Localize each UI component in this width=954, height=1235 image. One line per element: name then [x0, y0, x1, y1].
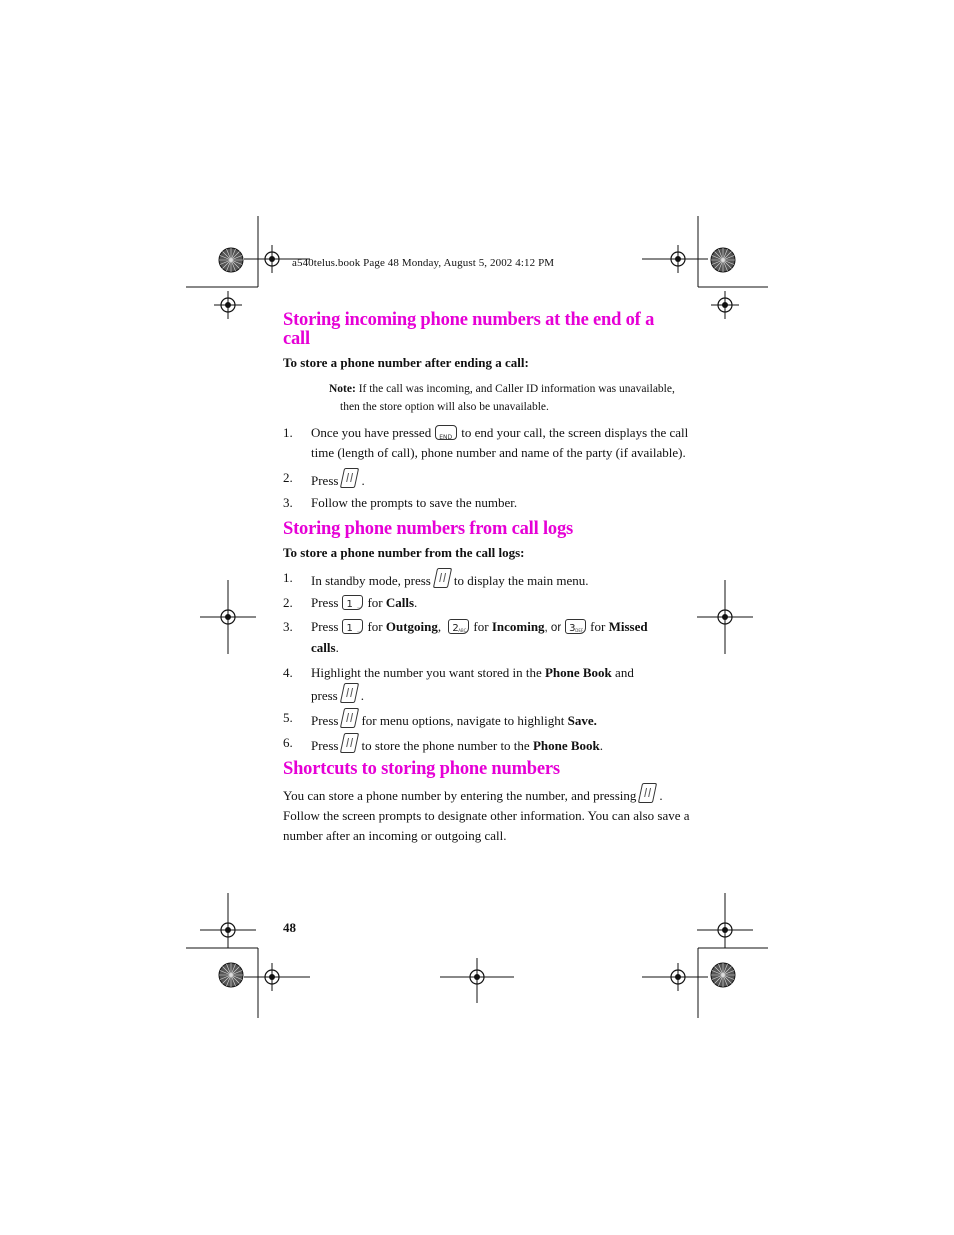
step-number: 3.: [283, 495, 293, 510]
step-text-part: for: [590, 619, 606, 634]
step-text-part: press: [311, 688, 338, 703]
key-sublabel: DEF: [575, 628, 584, 633]
step-text-part: In standby mode, press: [311, 573, 431, 588]
step-bold-term: Outgoing: [385, 619, 438, 634]
step-number: 1.: [283, 425, 293, 440]
starburst-mark: [219, 248, 243, 272]
step-text: [311, 593, 417, 613]
step-bold-term: Missed: [608, 619, 648, 634]
soft-key-icon: [340, 683, 359, 703]
shortcut-paragraph: [283, 783, 690, 846]
starburst-mark: [219, 963, 243, 987]
step-number: 2.: [283, 595, 293, 610]
step-text-part: Once you have pressed: [311, 425, 432, 440]
note-block: [329, 380, 675, 416]
step-text-part: Highlight the number you want stored in the: [311, 665, 542, 680]
key-1-icon: [342, 595, 363, 610]
step-text-part: .: [599, 738, 604, 753]
step-bold-term: Save.: [567, 713, 597, 728]
step-bold-term: Phone Book: [544, 665, 612, 680]
step-text-part: for: [367, 619, 383, 634]
registration-target: [711, 291, 739, 319]
step-text: [311, 733, 603, 756]
step-text-part: to display the main menu.: [453, 573, 589, 588]
step-text: Follow the prompts to save the number.: [311, 495, 518, 510]
end-key-icon: [435, 425, 457, 440]
key-3-icon: [565, 619, 586, 634]
page-number: 48: [283, 920, 296, 935]
step-text: [311, 423, 688, 463]
step-number: 4.: [283, 665, 293, 680]
step-bold-term: calls: [311, 640, 336, 655]
note-text: then the store option will also be unavailable.: [340, 401, 549, 413]
key-sublabel: ABC: [458, 628, 467, 633]
paragraph-text: number after an incoming or outgoing call.: [283, 828, 507, 843]
key-label: 1: [346, 599, 353, 610]
note-label: Note:: [329, 383, 356, 395]
step-text-part: , or: [544, 622, 562, 634]
step-text-part: .: [361, 473, 365, 488]
step-text-part: ,: [437, 619, 442, 634]
paragraph-text: .: [659, 788, 663, 803]
registration-target: [214, 291, 242, 319]
step-number: 5.: [283, 710, 293, 725]
menu-key-icon: [340, 708, 359, 728]
starburst-mark: [711, 963, 735, 987]
step-text: [311, 617, 648, 658]
note-text: If the call was incoming, and Caller ID information was unavailable,: [358, 383, 675, 395]
step-text-part: and: [615, 665, 634, 680]
paragraph-text: You can store a phone number by entering the number, and pressing: [283, 788, 637, 803]
step-text-part: for menu options, navigate to highlight: [361, 713, 565, 728]
step-text-part: Press: [311, 738, 339, 753]
note-line: [329, 380, 675, 398]
soft-key-icon: [638, 783, 657, 803]
section-title-call-logs: Storing phone numbers from call logs: [283, 519, 574, 539]
key-label: 1: [346, 623, 353, 634]
step-text-part: for: [367, 595, 383, 610]
step-bold-term: Calls: [385, 595, 415, 610]
section-title-line: call: [283, 329, 310, 349]
starburst-mark: [711, 248, 735, 272]
step-text-part: time (length of call), phone number and name of the party (if available).: [311, 445, 686, 460]
step-number: 3.: [283, 619, 293, 634]
step-number: 1.: [283, 570, 293, 585]
step-text-part: .: [414, 595, 418, 610]
section-title-incoming-end: [283, 311, 654, 349]
step-text: [311, 708, 597, 731]
step-number: 2.: [283, 470, 293, 485]
key-1-icon: [342, 619, 363, 634]
step-text-part: Press: [311, 595, 339, 610]
section-title-shortcuts: Shortcuts to storing phone numbers: [283, 759, 560, 779]
step-text: [311, 568, 589, 591]
section-subheading: To store a phone number from the call logs:: [283, 545, 525, 560]
step-text-part: .: [335, 640, 339, 655]
step-text-part: .: [360, 688, 364, 703]
step-text-part: Press: [311, 473, 339, 488]
step-text-part: to store the phone number to the: [361, 738, 530, 753]
step-text: [311, 468, 365, 491]
step-text-part: Press: [311, 713, 339, 728]
book-header-info: a540telus.book Page 48 Monday, August 5, 2002 4:12 PM: [292, 257, 555, 269]
section-title-line: Storing incoming phone numbers at the end of a: [283, 310, 655, 330]
section-subheading: To store a phone number after ending a call:: [283, 355, 529, 370]
key-sublabel: …: [356, 628, 361, 633]
step-text: [311, 663, 634, 706]
step-bold-term: Incoming: [491, 619, 545, 634]
step-text-part: for: [473, 619, 489, 634]
step-text-part: to end your call, the screen displays the call: [461, 425, 689, 440]
step-bold-term: Phone Book: [532, 738, 600, 753]
soft-key-icon: [340, 468, 359, 488]
paragraph-text: Follow the screen prompts to designate other information. You can also save a: [283, 808, 690, 823]
key-sublabel: …: [356, 604, 361, 609]
key-2-icon: [448, 619, 469, 634]
key-label: 3: [569, 623, 576, 634]
soft-key-icon: [340, 733, 359, 753]
key-label: 2: [452, 623, 459, 634]
step-number: 6.: [283, 735, 293, 750]
step-text-part: Press: [311, 619, 339, 634]
menu-key-icon: [433, 568, 452, 588]
